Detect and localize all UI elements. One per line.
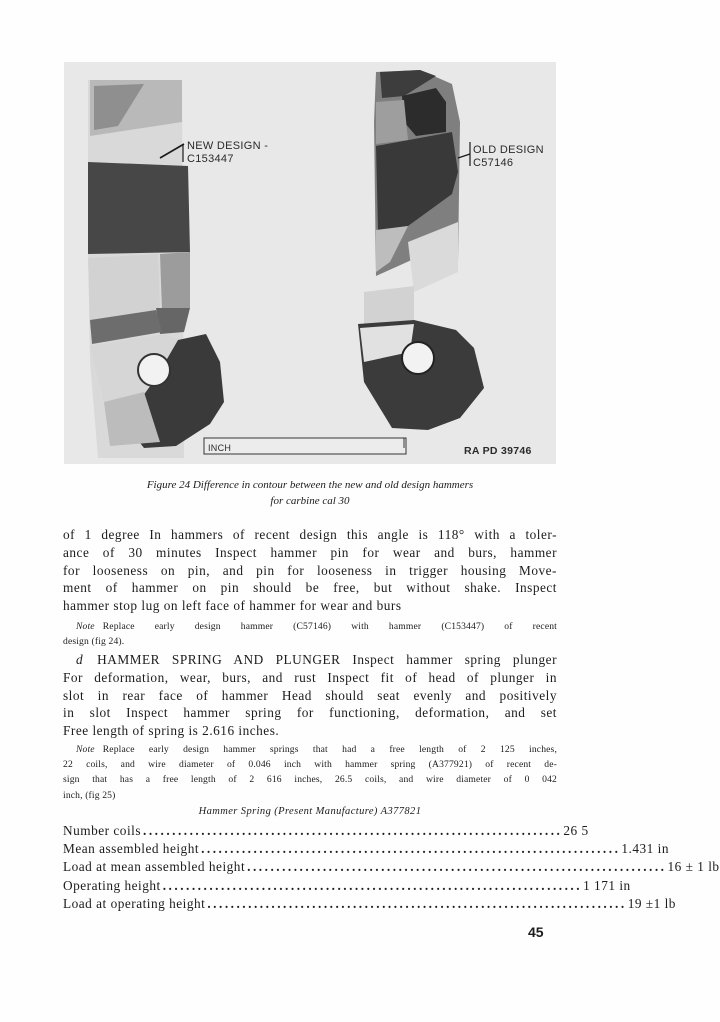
section-letter: d	[76, 652, 84, 667]
text-line: slot in rear face of hammer Head should seat evenly and positively	[63, 687, 557, 703]
text-line: hammer stop lug on left face of hammer for wear and burs	[63, 598, 402, 614]
spec-row	[63, 840, 669, 858]
text-line: of 1 degree In hammers of recent design this angle is 118° with a toler-	[63, 527, 557, 542]
spec-label: Load at operating height	[63, 895, 206, 911]
note-label: Note	[76, 744, 95, 755]
leader-dots: ........................................................................	[162, 877, 583, 893]
spec-value: 16 ± 1 lb	[667, 859, 720, 875]
caption-line: for carbine cal 30	[270, 495, 350, 507]
figure-reference: RA PD 39746	[464, 445, 532, 457]
spec-table-title: Hammer Spring (Present Manufacture) A377821	[198, 806, 422, 817]
leader-dots: ........................................................................	[143, 823, 563, 838]
leader-dots: ........................................................................	[247, 859, 667, 875]
note-text: sign that has a free length of 2 616 inches, 26.5 coils, and wire diameter of 0 042	[63, 774, 557, 786]
note-label: Note	[76, 621, 95, 632]
paragraph-hammer-inspection	[63, 526, 557, 615]
spec-value: 26 5	[563, 823, 589, 838]
text-line: in slot Inspect hammer spring for functioning, deformation, and set	[63, 705, 557, 721]
text-line: HAMMER SPRING AND PLUNGER Inspect hammer spring plunger	[97, 652, 557, 667]
new-design-label: NEW DESIGN -	[187, 140, 269, 152]
leader-dots: ........................................................................	[207, 895, 627, 911]
text-line: Free length of spring is 2.616 inches.	[63, 723, 280, 739]
note-text: Replace early design hammer (C57146) with hammer (C153447) of recent	[102, 621, 557, 632]
spec-value: 1.431 in	[621, 841, 669, 857]
scale-bar	[204, 438, 406, 454]
note-text: 22 coils, and wire diameter of 0.046 inch with hammer spring (A377921) of recent de-	[63, 759, 557, 771]
note-text: Replace early design hammer springs that had a free length of 2 125 inches,	[102, 744, 557, 755]
new-design-part-number: C153447	[187, 153, 234, 165]
text-line: for looseness on pin, and pin for looseness in trigger housing Move-	[63, 562, 557, 578]
spec-value: 1 171 in	[583, 877, 631, 893]
caption-line: Figure 24 Difference in contour between the new and old design hammers	[146, 479, 474, 491]
spec-row	[63, 858, 720, 876]
spec-row	[63, 877, 631, 895]
section-d-hammer-spring	[63, 651, 557, 740]
spec-label: Operating height	[63, 877, 161, 893]
note-text: design (fig 24).	[63, 636, 125, 648]
figure-photo	[64, 62, 556, 464]
scale-label: INCH	[208, 443, 232, 453]
text-line: For deformation, wear, burs, and rust Inspect fit of head of plunger in	[63, 669, 557, 685]
spec-label: Load at mean assembled height	[63, 859, 246, 875]
figure-caption	[64, 477, 556, 509]
spec-label: Mean assembled height	[63, 841, 200, 857]
old-design-label: OLD DESIGN	[473, 144, 544, 156]
note-spring-replacement	[63, 742, 557, 803]
spec-row	[63, 895, 676, 913]
spec-row	[63, 822, 589, 840]
text-line: ance of 30 minutes Inspect hammer pin for wear and burs, hammer	[63, 544, 557, 560]
note-text: inch, (fig 25)	[63, 789, 116, 801]
page-number: 45	[528, 924, 544, 940]
spec-label: Number coils	[63, 823, 142, 838]
text-line: ment of hammer on pin should be free, but without shake. Inspect	[63, 580, 557, 596]
old-design-part-number: C57146	[473, 157, 514, 169]
note-hammer-replacement	[63, 619, 557, 649]
spec-value: 19 ±1 lb	[627, 895, 676, 911]
leader-dots: ........................................................................	[201, 841, 621, 857]
spec-table	[63, 822, 720, 913]
